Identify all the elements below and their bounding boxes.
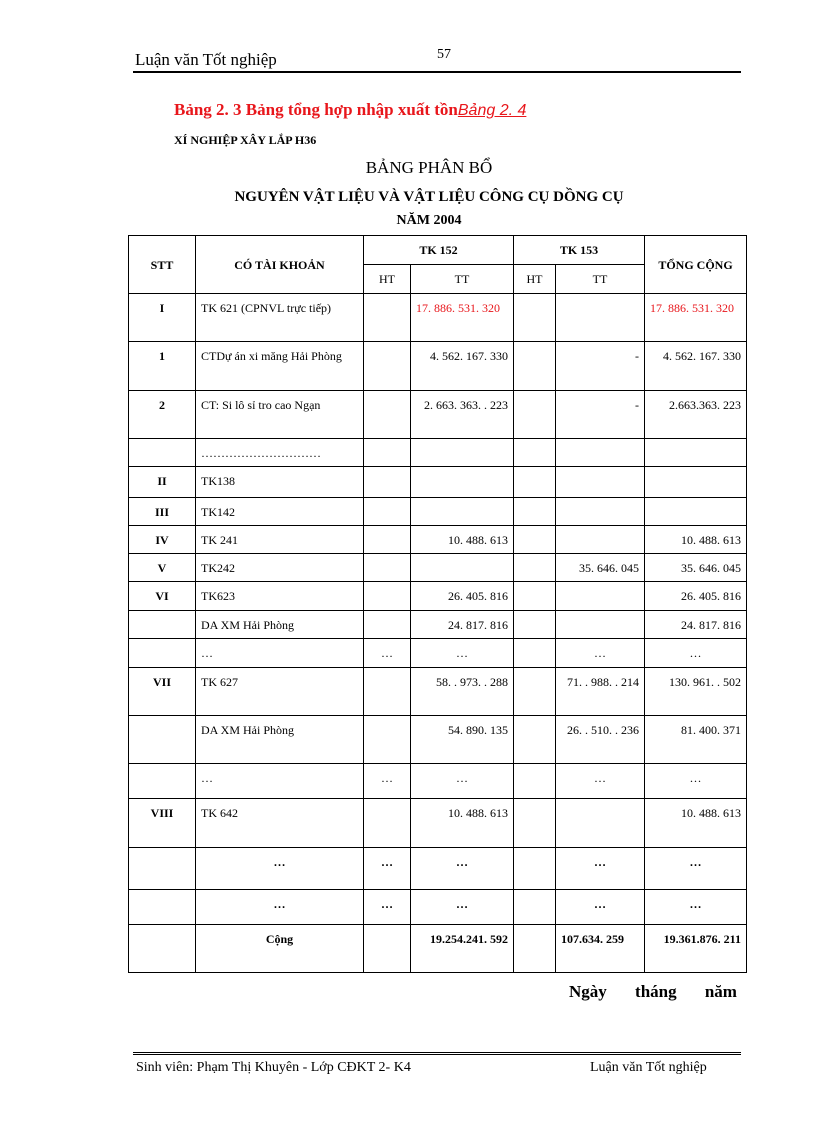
- cell-ht-152: [364, 439, 411, 467]
- allocation-table: [128, 235, 747, 973]
- cell-ht-152: [364, 498, 411, 526]
- cell-tt-153: [556, 467, 645, 498]
- cell-stt: [129, 716, 196, 764]
- cell-tt-153: [556, 611, 645, 639]
- cell-ht-152: [364, 925, 411, 973]
- cell-total: 17. 886. 531. 320: [645, 294, 747, 342]
- cell-account: …: [196, 890, 364, 925]
- cell-stt: IV: [129, 526, 196, 554]
- doc-subtitle: NGUYÊN VẬT LIỆU VÀ VẬT LIỆU CÔNG CỤ DỒNG CỤ: [234, 189, 624, 205]
- cell-ht-153: [514, 890, 556, 925]
- cell-account: TK 621 (CPNVL trực tiếp): [196, 294, 364, 342]
- footer-rule: [133, 1052, 741, 1057]
- footer-student: Sinh viên: Phạm Thị Khuyên - Lớp CĐKT 2- K4: [136, 1060, 411, 1075]
- cell-ht-153: [514, 439, 556, 467]
- header-tk152: TK 152: [364, 236, 514, 265]
- cell-tt-152: 26. 405. 816: [411, 582, 514, 611]
- table-row: [129, 554, 747, 582]
- cell-ht-152: [364, 342, 411, 391]
- cell-tt-152: 2. 663. 363. . 223: [411, 391, 514, 439]
- cell-account: DA XM Hải Phòng: [196, 611, 364, 639]
- header-tt-153: TT: [556, 265, 645, 294]
- cell-stt: VIII: [129, 799, 196, 848]
- table-row: [129, 890, 747, 925]
- cell-ht-152: [364, 467, 411, 498]
- cell-stt: VI: [129, 582, 196, 611]
- table-row: [129, 342, 747, 391]
- cell-stt: [129, 848, 196, 890]
- table-row: [129, 848, 747, 890]
- cell-tt-153: 107.634. 259: [556, 925, 645, 973]
- cell-ht-153: [514, 716, 556, 764]
- cell-ht-153: [514, 799, 556, 848]
- cell-account: CT: Si lô sỉ tro cao Ngạn: [196, 391, 364, 439]
- cell-account: TK242: [196, 554, 364, 582]
- table-row: [129, 582, 747, 611]
- cell-total: 24. 817. 816: [645, 611, 747, 639]
- cell-stt: [129, 439, 196, 467]
- caption-alt: Bảng 2. 4: [457, 102, 527, 119]
- cell-total: 35. 646. 045: [645, 554, 747, 582]
- cell-tt-152: 24. 817. 816: [411, 611, 514, 639]
- table-row: [129, 716, 747, 764]
- cell-total: …: [645, 890, 747, 925]
- cell-ht-152: [364, 799, 411, 848]
- cell-tt-153: …: [556, 890, 645, 925]
- cell-total: 10. 488. 613: [645, 799, 747, 848]
- cell-stt: [129, 611, 196, 639]
- table-row: [129, 611, 747, 639]
- table-row: [129, 391, 747, 439]
- table-row: [129, 799, 747, 848]
- table-row: [129, 439, 747, 467]
- cell-total: 10. 488. 613: [645, 526, 747, 554]
- cell-tt-152: …: [411, 848, 514, 890]
- cell-account: TK142: [196, 498, 364, 526]
- header-account: CÓ TÀI KHOẢN: [196, 236, 364, 294]
- cell-ht-152: …: [364, 639, 411, 668]
- cell-stt: VII: [129, 668, 196, 716]
- cell-account: TK 642: [196, 799, 364, 848]
- cell-total: …: [645, 848, 747, 890]
- table-row: [129, 668, 747, 716]
- date-line: Ngày tháng năm: [569, 982, 737, 1001]
- cell-tt-153: 35. 646. 045: [556, 554, 645, 582]
- header-ht-152: HT: [364, 265, 411, 294]
- cell-tt-153: -: [556, 342, 645, 391]
- cell-tt-153: [556, 498, 645, 526]
- cell-ht-152: [364, 582, 411, 611]
- cell-total: 2.663.363. 223: [645, 391, 747, 439]
- cell-account: …: [196, 848, 364, 890]
- header-tk153: TK 153: [514, 236, 645, 265]
- table-caption: [174, 100, 526, 120]
- header-stt: STT: [129, 236, 196, 294]
- cell-tt-153: 26. . 510. . 236: [556, 716, 645, 764]
- cell-ht-153: [514, 498, 556, 526]
- cell-total: [645, 439, 747, 467]
- cell-account: Cộng: [196, 925, 364, 973]
- cell-account: DA XM Hải Phòng: [196, 716, 364, 764]
- cell-stt: [129, 639, 196, 668]
- cell-ht-153: [514, 294, 556, 342]
- cell-tt-152: …: [411, 890, 514, 925]
- table-row: [129, 294, 747, 342]
- cell-tt-152: …: [411, 764, 514, 799]
- cell-tt-152: 58. . 973. . 288: [411, 668, 514, 716]
- cell-ht-152: [364, 294, 411, 342]
- cell-ht-153: [514, 342, 556, 391]
- cell-tt-152: 10. 488. 613: [411, 526, 514, 554]
- cell-ht-153: [514, 582, 556, 611]
- footer-title: Luận văn Tốt nghiệp: [590, 1060, 707, 1075]
- cell-ht-152: [364, 611, 411, 639]
- table-row: [129, 526, 747, 554]
- cell-tt-152: 17. 886. 531. 320: [411, 294, 514, 342]
- cell-ht-153: [514, 639, 556, 668]
- cell-account: …………………………: [196, 439, 364, 467]
- cell-total: …: [645, 639, 747, 668]
- table-row: [129, 764, 747, 799]
- cell-stt: 2: [129, 391, 196, 439]
- table-row: [129, 467, 747, 498]
- cell-tt-153: [556, 582, 645, 611]
- cell-tt-153: [556, 294, 645, 342]
- cell-account: TK 627: [196, 668, 364, 716]
- cell-tt-152: 4. 562. 167. 330: [411, 342, 514, 391]
- page-number: 57: [437, 47, 451, 62]
- cell-stt: [129, 890, 196, 925]
- cell-account: TK623: [196, 582, 364, 611]
- cell-account: …: [196, 764, 364, 799]
- cell-tt-152: 19.254.241. 592: [411, 925, 514, 973]
- cell-tt-152: [411, 498, 514, 526]
- cell-ht-153: [514, 554, 556, 582]
- cell-tt-153: -: [556, 391, 645, 439]
- cell-tt-153: …: [556, 848, 645, 890]
- cell-ht-152: [364, 668, 411, 716]
- cell-stt: 1: [129, 342, 196, 391]
- cell-stt: I: [129, 294, 196, 342]
- cell-ht-153: [514, 526, 556, 554]
- cell-account: CTDự án xi măng Hải Phòng: [196, 342, 364, 391]
- cell-ht-153: [514, 611, 556, 639]
- cell-ht-152: [364, 716, 411, 764]
- cell-stt: [129, 925, 196, 973]
- cell-total: 130. 961. . 502: [645, 668, 747, 716]
- cell-tt-152: [411, 439, 514, 467]
- cell-tt-152: [411, 467, 514, 498]
- cell-total: [645, 467, 747, 498]
- header-tt-152: TT: [411, 265, 514, 294]
- cell-tt-152: 10. 488. 613: [411, 799, 514, 848]
- cell-stt: [129, 764, 196, 799]
- cell-account: TK 241: [196, 526, 364, 554]
- cell-total: 81. 400. 371: [645, 716, 747, 764]
- cell-ht-152: [364, 554, 411, 582]
- cell-ht-152: …: [364, 848, 411, 890]
- cell-ht-153: [514, 668, 556, 716]
- cell-tt-152: 54. 890. 135: [411, 716, 514, 764]
- cell-total: …: [645, 764, 747, 799]
- cell-total: 19.361.876. 211: [645, 925, 747, 973]
- cell-total: 4. 562. 167. 330: [645, 342, 747, 391]
- cell-ht-153: [514, 925, 556, 973]
- cell-tt-153: [556, 526, 645, 554]
- table-row: [129, 925, 747, 973]
- doc-title: BẢNG PHÂN BỔ: [365, 158, 493, 177]
- cell-ht-152: …: [364, 890, 411, 925]
- cell-ht-153: [514, 848, 556, 890]
- cell-ht-152: [364, 391, 411, 439]
- cell-tt-153: …: [556, 639, 645, 668]
- cell-ht-152: [364, 526, 411, 554]
- cell-stt: V: [129, 554, 196, 582]
- cell-tt-152: [411, 554, 514, 582]
- cell-tt-153: [556, 439, 645, 467]
- cell-tt-152: …: [411, 639, 514, 668]
- cell-account: …: [196, 639, 364, 668]
- company-name: XÍ NGHIỆP XÂY LẮP H36: [174, 133, 317, 147]
- header-rule: [133, 71, 741, 73]
- header-total: TỔNG CỘNG: [645, 236, 747, 294]
- cell-ht-153: [514, 467, 556, 498]
- caption-main: Bảng 2. 3 Bảng tổng hợp nhập xuất tồn: [174, 100, 458, 119]
- header-ht-153: HT: [514, 265, 556, 294]
- cell-stt: II: [129, 467, 196, 498]
- cell-tt-153: 71. . 988. . 214: [556, 668, 645, 716]
- cell-tt-153: [556, 799, 645, 848]
- running-header-title: Luận văn Tốt nghiệp: [135, 50, 277, 69]
- cell-ht-152: …: [364, 764, 411, 799]
- cell-ht-153: [514, 391, 556, 439]
- table-row: [129, 639, 747, 668]
- cell-ht-153: [514, 764, 556, 799]
- cell-total: 26. 405. 816: [645, 582, 747, 611]
- cell-stt: III: [129, 498, 196, 526]
- cell-account: TK138: [196, 467, 364, 498]
- doc-year: NĂM 2004: [396, 213, 462, 228]
- cell-tt-153: …: [556, 764, 645, 799]
- cell-total: [645, 498, 747, 526]
- table-row: [129, 498, 747, 526]
